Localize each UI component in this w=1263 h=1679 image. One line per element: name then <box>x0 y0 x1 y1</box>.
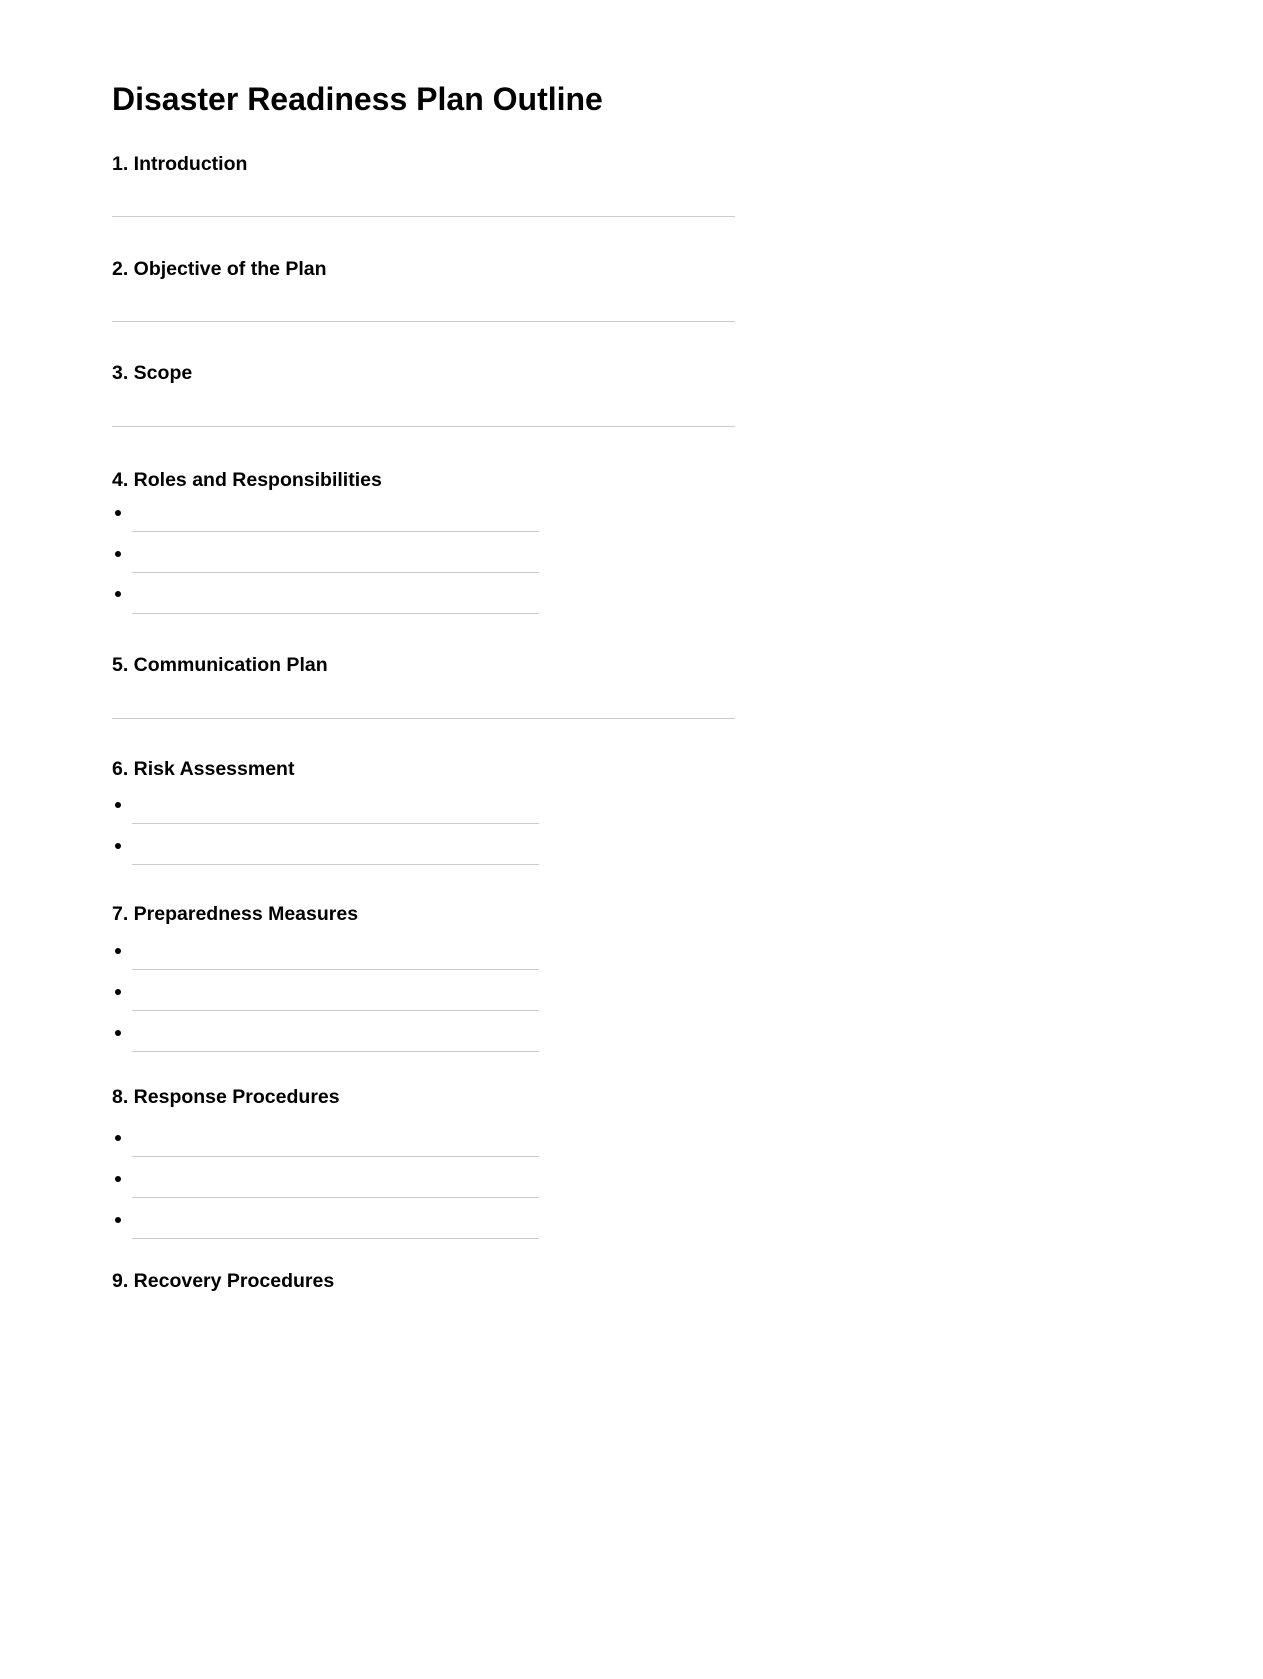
preparedness-bullet-input-line[interactable] <box>132 969 539 970</box>
risk-bullet-input-line[interactable] <box>132 823 539 824</box>
section-heading-introduction: 1. Introduction <box>112 153 248 175</box>
section-heading-objective: 2. Objective of the Plan <box>112 258 327 280</box>
bullet-icon <box>115 989 121 995</box>
roles-bullet-input-line[interactable] <box>132 613 539 614</box>
section-communication-input-line[interactable] <box>112 718 735 719</box>
section-heading-roles: 4. Roles and Responsibilities <box>112 469 382 491</box>
roles-bullet-input-line[interactable] <box>132 572 539 573</box>
bullet-icon <box>115 1030 121 1036</box>
section-objective-input-line[interactable] <box>112 321 735 322</box>
section-heading-response: 8. Response Procedures <box>112 1086 340 1108</box>
section-heading-recovery: 9. Recovery Procedures <box>112 1270 335 1292</box>
bullet-icon <box>115 551 121 557</box>
bullet-icon <box>115 1217 121 1223</box>
section-heading-communication: 5. Communication Plan <box>112 654 328 676</box>
section-scope-input-line[interactable] <box>112 426 735 427</box>
risk-bullet-input-line[interactable] <box>132 864 539 865</box>
preparedness-bullet-input-line[interactable] <box>132 1051 539 1052</box>
document-title: Disaster Readiness Plan Outline <box>112 81 603 117</box>
bullet-icon <box>115 591 121 597</box>
section-heading-scope: 3. Scope <box>112 362 193 384</box>
section-heading-preparedness: 7. Preparedness Measures <box>112 903 359 925</box>
bullet-icon <box>115 1176 121 1182</box>
section-heading-risk: 6. Risk Assessment <box>112 758 295 780</box>
bullet-icon <box>115 843 121 849</box>
preparedness-bullet-input-line[interactable] <box>132 1010 539 1011</box>
bullet-icon <box>115 510 121 516</box>
response-bullet-input-line[interactable] <box>132 1197 539 1198</box>
bullet-icon <box>115 802 121 808</box>
section-introduction-input-line[interactable] <box>112 216 735 217</box>
bullet-icon <box>115 948 121 954</box>
response-bullet-input-line[interactable] <box>132 1156 539 1157</box>
roles-bullet-input-line[interactable] <box>132 531 539 532</box>
response-bullet-input-line[interactable] <box>132 1238 539 1239</box>
bullet-icon <box>115 1135 121 1141</box>
